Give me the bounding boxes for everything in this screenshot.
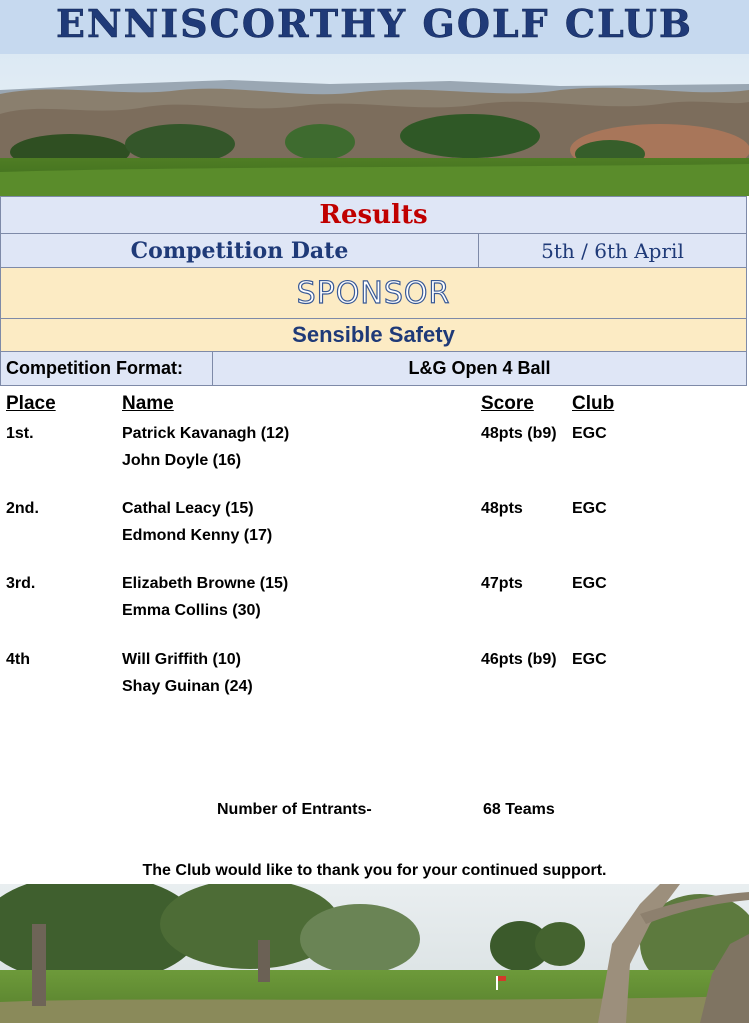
row-player-2: Shay Guinan (24): [122, 678, 253, 695]
row-score: 48pts: [481, 500, 523, 517]
competition-format-value: L&G Open 4 Ball: [408, 358, 551, 378]
row-club: EGC: [572, 425, 607, 442]
sponsor-name: Sensible Safety: [292, 322, 455, 347]
row-player-2: Emma Collins (30): [122, 602, 261, 619]
row-club: EGC: [572, 575, 607, 592]
golf-course-photo-top: [0, 54, 749, 196]
header-name: Name: [122, 393, 174, 414]
competition-format-label: Competition Format:: [1, 352, 213, 385]
row-player-2: Edmond Kenny (17): [122, 527, 273, 544]
sponsor-name-row: [0, 318, 747, 352]
entrants-value: 68 Teams: [483, 801, 555, 818]
header-place: Place: [6, 393, 56, 414]
row-score: 48pts (b9): [481, 425, 557, 442]
competition-date-label: Competition Date: [1, 234, 479, 267]
club-header: [0, 0, 749, 54]
row-place: 1st.: [6, 425, 34, 442]
row-place: 4th: [6, 651, 30, 668]
golf-course-photo-bottom: [0, 884, 749, 1023]
competition-date-value: 5th / 6th April: [541, 238, 684, 263]
sponsor-banner: [0, 267, 747, 319]
row-club: EGC: [572, 651, 607, 668]
club-title: ENNISCORTHY GOLF CLUB: [55, 0, 694, 46]
row-player-1: Will Griffith (10): [122, 651, 241, 668]
row-player-2: John Doyle (16): [122, 452, 242, 469]
sponsor-heading: SPONSOR: [296, 275, 451, 311]
thanks-message: The Club would like to thank you for your continued support.: [142, 862, 607, 879]
header-score: Score: [481, 393, 534, 414]
row-score: 46pts (b9): [481, 651, 557, 668]
row-score: 47pts: [481, 575, 523, 592]
row-player-1: Elizabeth Browne (15): [122, 575, 289, 592]
competition-format-row: [0, 351, 747, 386]
row-place: 2nd.: [6, 500, 39, 517]
row-club: EGC: [572, 500, 607, 517]
row-place: 3rd.: [6, 575, 36, 592]
row-player-1: Patrick Kavanagh (12): [122, 425, 290, 442]
competition-date-row: [0, 233, 747, 268]
row-player-1: Cathal Leacy (15): [122, 500, 254, 517]
results-banner: [0, 196, 747, 234]
entrants-label: Number of Entrants-: [217, 801, 372, 818]
header-club: Club: [572, 393, 615, 414]
results-heading: Results: [319, 200, 428, 230]
